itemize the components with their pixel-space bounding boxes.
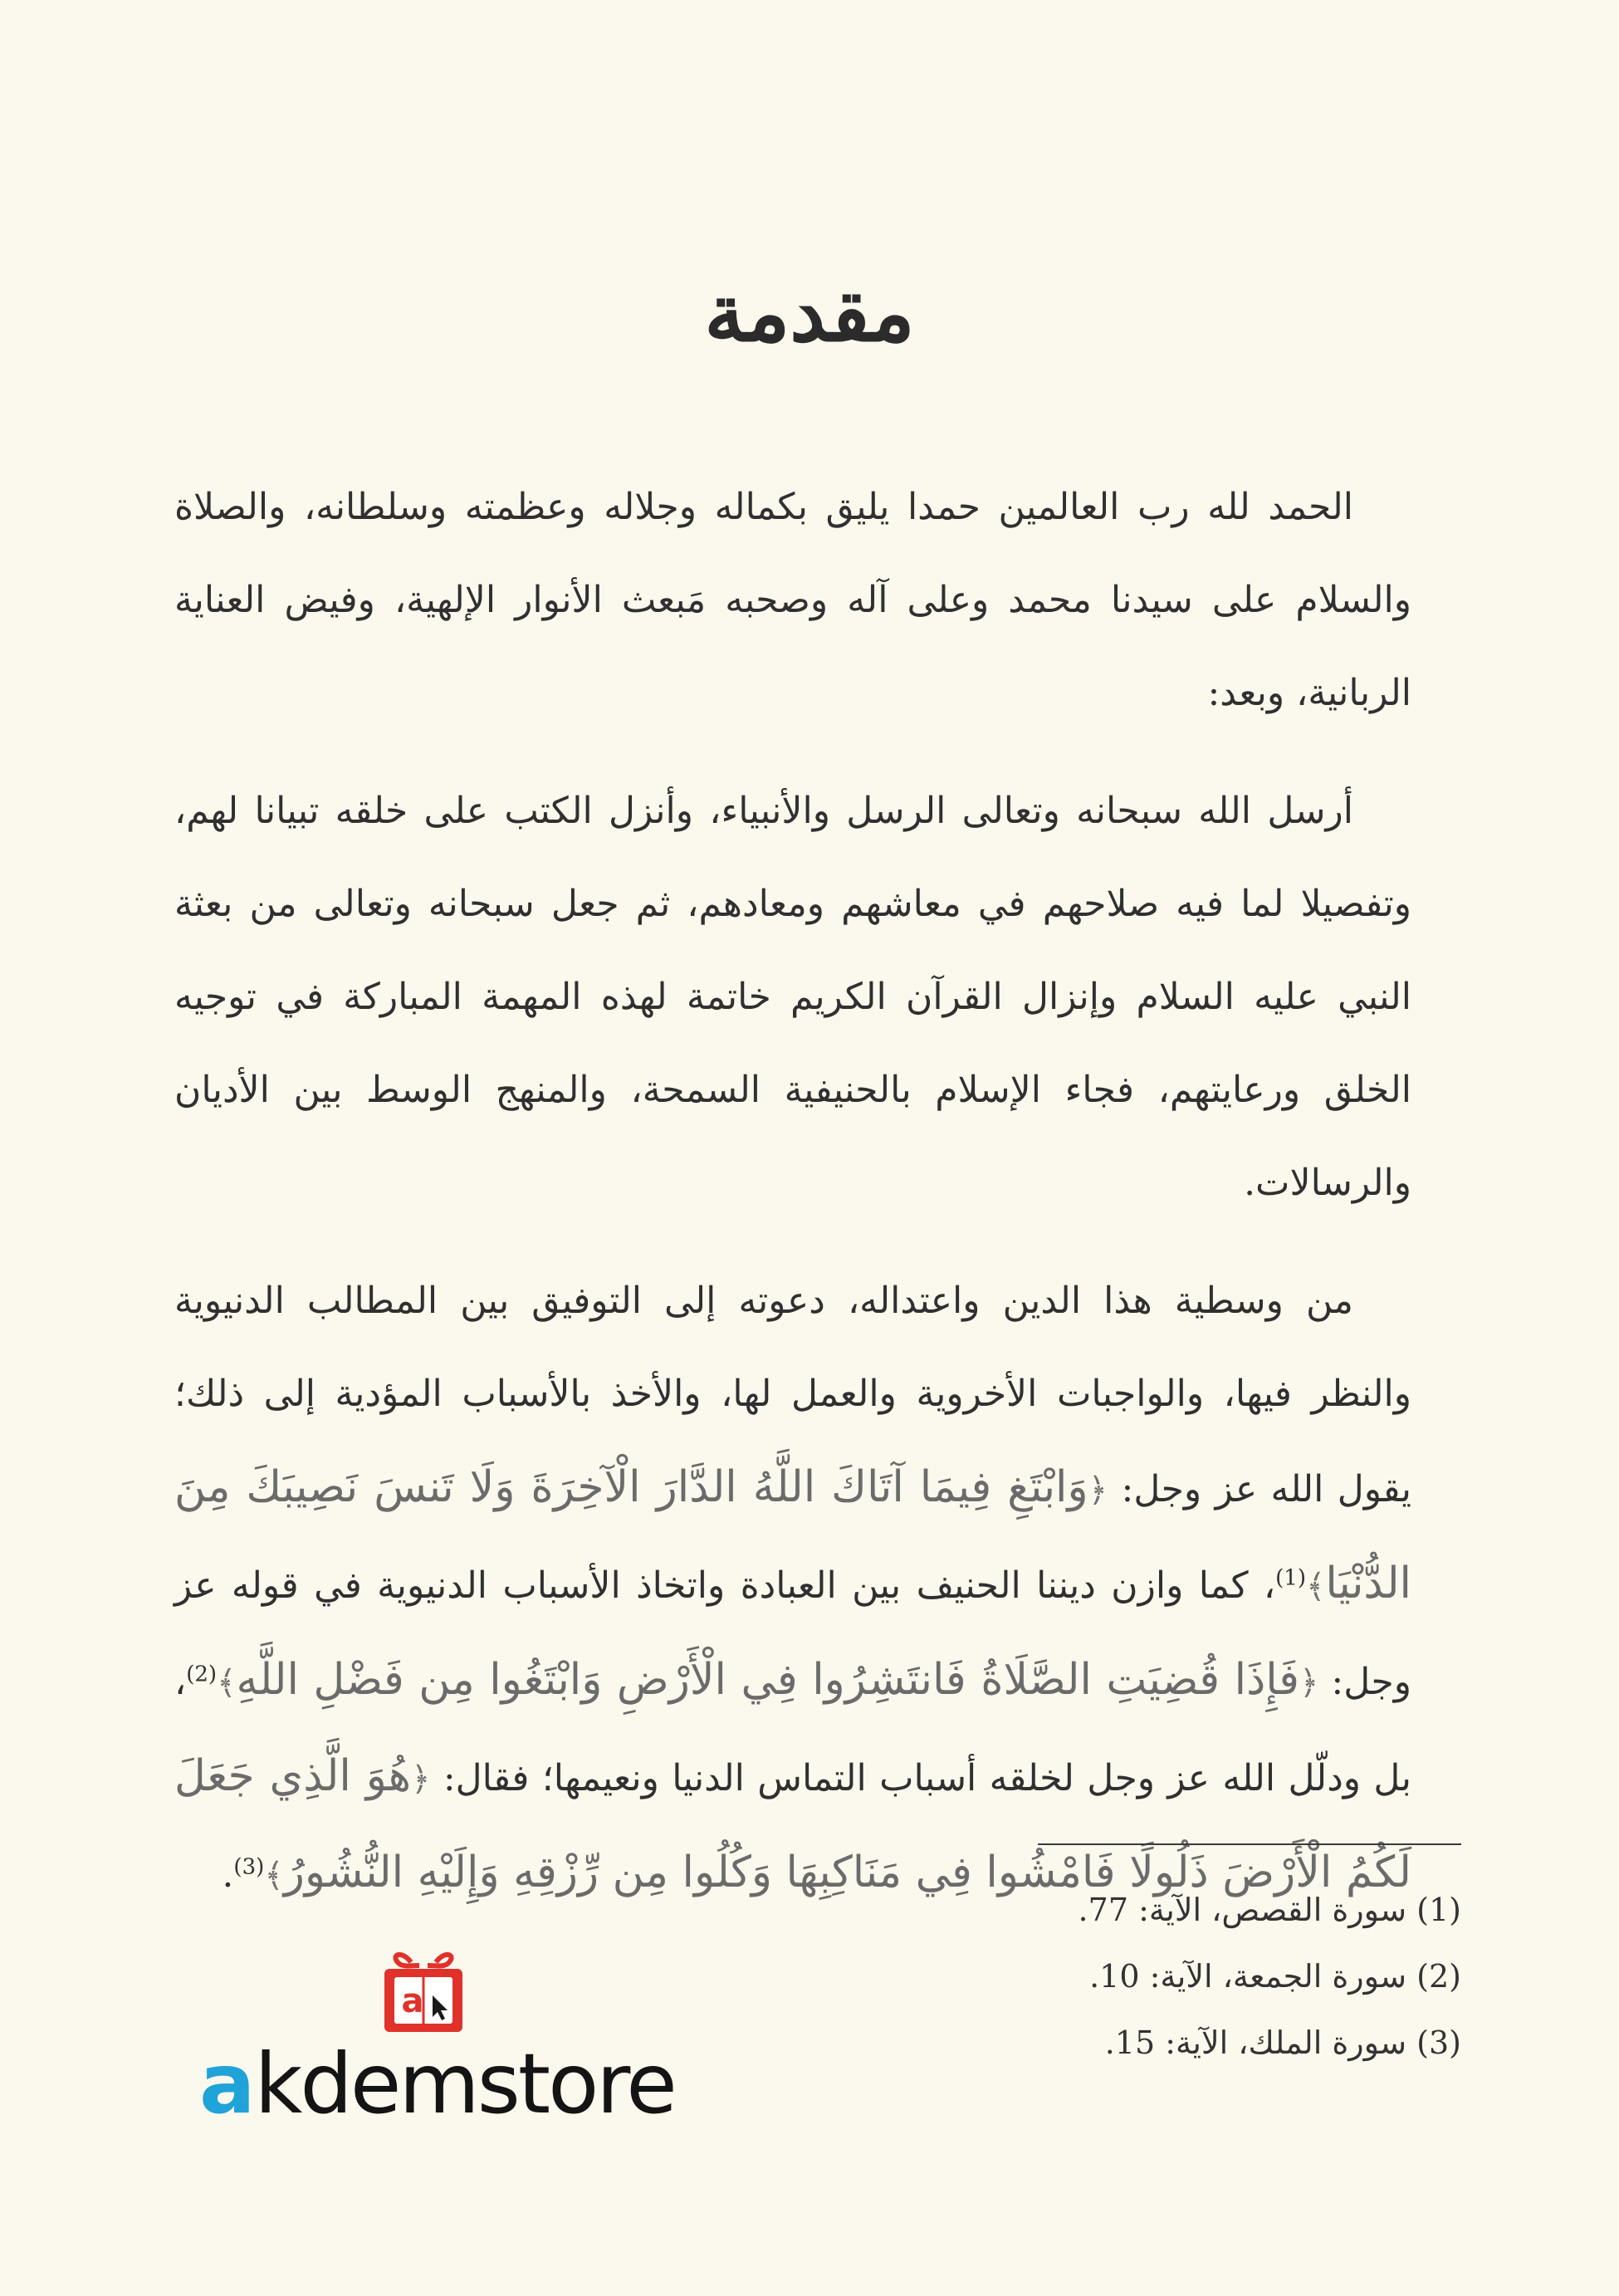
paragraph-text: ، كما وازن ديننا الحنيف بين العبادة واتخاذ الأسباب الدنيوية في قوله عز وجل: (174, 1564, 1411, 1703)
verse-close-ornament: ﴾ (1305, 1568, 1326, 1606)
paragraph-text: ، بل ودلّل الله عز وجل لخلقه أسباب التماس الدنيا ونعيمها؛ فقال: (174, 1661, 1411, 1799)
footnote-divider (1038, 1843, 1461, 1845)
paragraph-text: من وسطية هذا الدين واعتداله، دعوته إلى التوفيق بين المطالب الدنيوية والنظر فيها، والواجبات الأخروية والعمل لها، والأخذ بالأسباب المؤدية إلى ذلك؛ يقول الله عز وجل: (174, 1280, 1411, 1510)
body-text (174, 461, 1411, 1947)
paragraph-prophets: أرسل الله سبحانه وتعالى الرسل والأنبياء، وأنزل الكتب على خلقه تبيانا لهم، وتفصيلا لما فيه صلاحهم في معاشهم ومعادهم، ثم جعل سبحانه وتعالى من بعثة النبي عليه السلام وإنزال القرآن الكريم خاتمة لهذه المهمة المباركة في توجيه الخلق ورعايتهم، فجاء الإسلام بالحنيفية السمحة، والمنهج الوسط بين الأديان والرسالات. (174, 790, 1411, 1204)
footnote-2: (2) سورة الجمعة، الآية: 10. (1089, 1958, 1461, 1995)
quran-verse: هُوَ الَّذِي جَعَلَ لَكُمُ الْأَرْضَ ذَلُولًا فَامْشُوا فِي مَنَاكِبِهَا وَكُلُوا مِن رِّزْقِهِ وَإِلَيْهِ النُّشُورُ (174, 1751, 1411, 1897)
quran-verse: فَإِذَا قُضِيَتِ الصَّلَاةُ فَانتَشِرُوا فِي الْأَرْضِ وَابْتَغُوا مِن فَضْلِ اللَّهِ (236, 1655, 1299, 1705)
footnote-reference: (2) (186, 1662, 218, 1687)
verse-open-ornament: ﴿ (411, 1760, 431, 1799)
footnote-1: (1) سورة القصص، الآية: 77. (1078, 1892, 1461, 1928)
paragraph-text: . (222, 1853, 234, 1896)
page-title: مقدمة (704, 266, 915, 360)
brand-wordmark (199, 2035, 675, 2132)
store-logo (199, 1947, 675, 2138)
logo-mark-letter: a (401, 1982, 424, 2020)
footnote-reference: (3) (233, 1854, 265, 1880)
footnote-reference: (1) (1275, 1565, 1306, 1591)
brand-name: kdemstore (254, 2035, 675, 2132)
footnotes (913, 1877, 1461, 2076)
brand-initial: a (199, 2035, 253, 2132)
paragraph-moderation (174, 1255, 1411, 1922)
verse-close-ornament: ﴾ (217, 1664, 237, 1702)
paragraph-intro: الحمد لله رب العالمين حمدا يليق بكماله وجلاله وعظمته وسلطانه، والصلاة والسلام على سيدنا محمد وعلى آله وصحبه مَبعث الأنوار الإلهية، وفيض العناية الربانية، وبعد: (174, 486, 1411, 714)
footnote-3: (3) سورة الملك، الآية: 15. (1104, 2024, 1461, 2061)
gift-book-icon (378, 1947, 469, 2039)
verse-close-ornament: ﴾ (264, 1857, 284, 1895)
quran-verse: وَابْتَغِ فِيمَا آتَاكَ اللَّهُ الدَّارَ الْآخِرَةَ وَلَا تَنسَ نَصِيبَكَ مِنَ الدُّنْيَا (174, 1462, 1411, 1608)
verse-open-ornament: ﴿ (1299, 1664, 1319, 1702)
verse-open-ornament: ﴿ (1088, 1471, 1108, 1510)
